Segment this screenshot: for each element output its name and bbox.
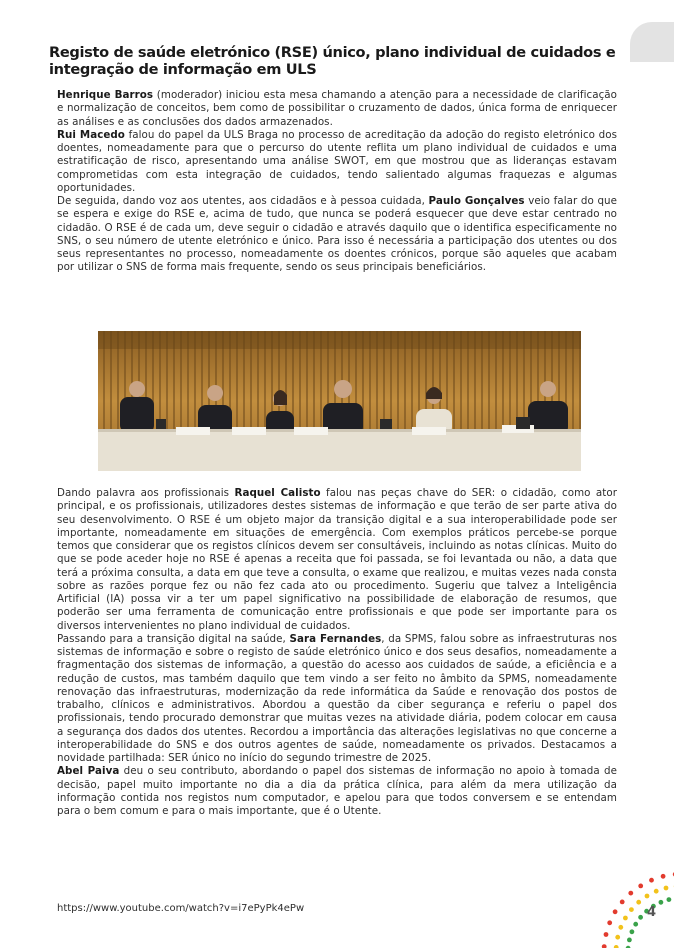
decorative-dot — [638, 915, 643, 920]
decorative-dot — [623, 916, 628, 921]
decorative-dot — [633, 922, 638, 927]
speaker-name: Henrique Barros — [57, 89, 154, 101]
paragraph-raquel-calisto: Dando palavra aos profissionais Raquel Calisto falou nas peças chave do SER: o cidadão, como ator principal, e os profissionais, utilizadores destes sistemas de informação e que terão de ser parte ativa do seu desenvolvimento. O RSE é um objeto major da transição digital e a sua interoperabilidade pode ser importante, nomeadamente em situações de emergência. Com exemplos práticos percebe-se porque temos que considerar que os registos clínicos devem ser consultáveis, incluindo as notas clínicas. Muito do que se pode aceder hoje no RSE é apenas a receita que foi passada, se foi levantada ou não, a data que terá a próxima consulta, a data em que teve a consulta, o exame que realizou, e muitas vezes nada consta sobre as razões porque fez ou não fez cada ato ou procedimento. Sugeriu que talvez a Inteligência Artificial (IA) possa vir a ter um papel significativo na possibilidade de elaboração de resumos, que poderão ser uma ferramenta de comunicação entre profissionais e que pode ser importante para os diversos intervenientes no plano individual de cuidados. — [57, 487, 617, 632]
speaker-name: Sara Fernandes — [289, 632, 382, 645]
decorative-dot — [627, 938, 632, 943]
decorative-dot — [628, 891, 633, 896]
decorative-dot — [664, 886, 669, 891]
speaker-name: Raquel Calisto — [234, 487, 321, 499]
decorative-dot — [649, 878, 654, 883]
paragraph-paulo-goncalves: De seguida, dando voz aos utentes, aos cidadãos e à pessoa cuidada, Paulo Gonçalves veio falar do que se espera e exige do RSE e, acima de tudo, que nunca se poderá esquecer que deve estar centrado no cidadão. O RSE é de cada um, deve seguir o cidadão e através daquilo que o identifica especificamente no SNS, o seu número de utente eletrónico e único. Para isso é necessária a participação dos utentes ou dos seus representantes no processo, nomeadamente os doentes crónicos, porque são aqueles que acabam por utilizar o SNS de forma mais frequente, sendo os seus principais beneficiários. — [57, 195, 618, 274]
decorative-dot — [659, 900, 664, 905]
page-title: Registo de saúde eletrónico (RSE) único, plano individual de cuidados e integração de informação em ULS — [49, 44, 616, 78]
decorative-dot — [638, 884, 643, 889]
decorative-dot — [645, 894, 650, 899]
decorative-dot — [629, 907, 634, 912]
decorative-dots-arc — [590, 840, 674, 948]
decorative-dot — [620, 900, 625, 905]
intro-text — [57, 89, 617, 275]
body-text — [57, 487, 617, 818]
paragraph-sara-fernandes: Passando para a transição digital na saúde, Sara Fernandes, da SPMS, falou sobre as infraestruturas nos sistemas de informação e sobre o registo de saúde eletrónico único e dos seus desafios, nomeadamente a fragmentação dos sistemas de informação, a questão do acesso aos cuidados de saúde, a eficiência e a redução de custos, mas também daquilo que tem vindo a ser feito no âmbito da SPMS, nomeadamente renovação das infraestruturas, modernização da rede informática da Saúde e renovação dos postos de trabalho, clínicos e administrativos. Abordou a questão da ciber segurança e referiu o papel dos profissionais, tendo procurado demonstrar que muitas vezes na atividade diária, podem colocar em causa a segurança dos dados dos utentes. Recordou a importância das alterações legislativas no que concerne a interoperabilidade do SNS e dos outros agentes de saúde, nomeadamente os privados. Destacamos a novidade partilhada: SER único no início do segundo trimestre de 2025. — [57, 632, 617, 764]
panel-photo — [98, 331, 581, 471]
decorative-dot — [602, 944, 607, 948]
video-link[interactable]: https://www.youtube.com/watch?v=i7ePyPk4ePw — [57, 903, 305, 914]
decorative-dot — [613, 909, 618, 914]
speaker-name: Rui Macedo — [57, 128, 125, 141]
paragraph-rui-macedo: Rui Macedo falou do papel da ULS Braga no processo de acreditação da adoção do registo eletrónico dos doentes, nomeadamente para que o percurso do utente reflita um plano individual de cuidados e uma estratificação de risco, apresentando uma análise SWOT, em que mostrou que as lideranças estavam comprometidas com esta integração de cuidados, tendo salientado algumas fraquezas e algumas oportunidades. — [57, 128, 618, 194]
decorative-dot — [618, 925, 623, 930]
page-number: 4 — [647, 905, 657, 920]
decorative-dot — [607, 920, 612, 925]
decorative-dot — [604, 932, 609, 937]
decorative-dot — [654, 889, 659, 894]
decorative-dot — [667, 897, 672, 902]
decorative-dot — [661, 874, 666, 879]
decorative-dot — [636, 900, 641, 905]
speaker-name: Abel Paiva — [57, 765, 120, 778]
paragraph-henrique-barros: Henrique Barros (moderador) iniciou esta mesa chamando a atenção para a necessidade de clarificação e normalização de conceitos, bem como de possibilitar o cruzamento de dados, única forma de enriquecer as análises e as conclusões dos dados armazenados. — [57, 89, 617, 128]
speaker-name: Paulo Gonçalves — [428, 195, 525, 207]
decorative-dot — [630, 929, 635, 934]
paragraph-abel-paiva: Abel Paiva deu o seu contributo, abordando o papel dos sistemas de informação no apoio à tomada de decisão, papel muito importante no dia a dia da prática clínica, para além da mera utilização da informação contida nos registos num computador, e apelou para que todos conversem e se entendam para o bem comum e para o mais importante, que é o Utente. — [57, 765, 617, 817]
decorative-dot — [615, 935, 620, 940]
